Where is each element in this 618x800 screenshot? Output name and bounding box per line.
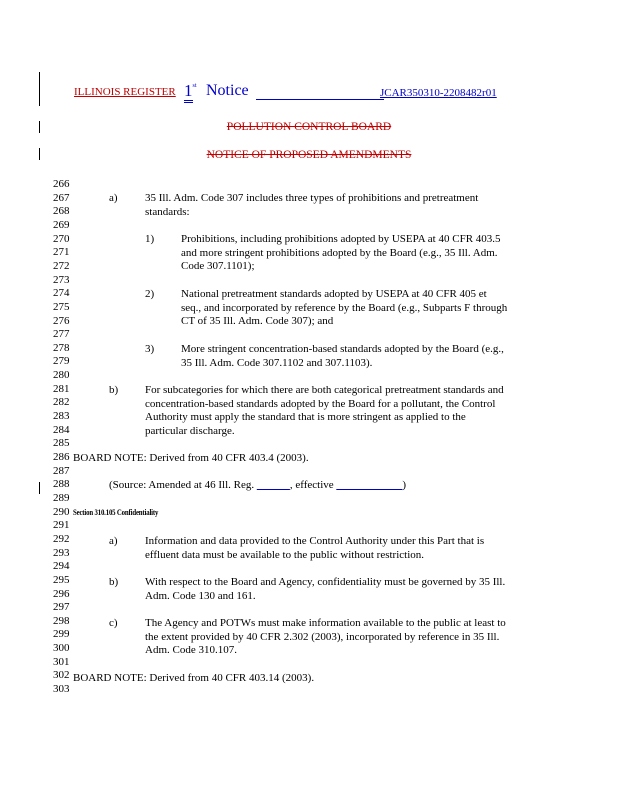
conf-b-line-2: Adm. Code 130 and 161. <box>145 589 256 602</box>
line-number: 301 <box>53 655 70 668</box>
line-number: 269 <box>53 218 70 231</box>
line-number: 270 <box>53 232 70 245</box>
line-number: 285 <box>53 437 70 450</box>
register-label: ILLINOIS REGISTER <box>74 86 176 98</box>
line-number: 297 <box>53 601 70 614</box>
item-a2-line-2: seq., and incorporated by reference by the Board (e.g., Subparts F through <box>181 301 508 314</box>
jcar-id: JCAR350310-2208482r01 <box>380 87 497 99</box>
line-number: 279 <box>53 355 70 368</box>
conf-a-line-2: effluent data must be available to the public without restriction. <box>145 548 424 561</box>
board-title: POLLUTION CONTROL BOARD <box>226 121 392 133</box>
line-number: 272 <box>53 259 70 272</box>
conf-a-label: a) <box>109 535 118 547</box>
notice-label: Notice <box>206 82 249 99</box>
item-b-line-1: For subcategories for which there are both categorical pretreatment standards and <box>145 384 504 396</box>
item-a-line-2: standards: <box>145 205 190 218</box>
line-number: 294 <box>53 560 70 573</box>
item-a3-line-1: More stringent concentration-based standards adopted by the Board (e.g., <box>181 343 504 355</box>
item-a-line-1: 35 Ill. Adm. Code 307 includes three types of prohibitions and pretreatment <box>145 192 479 204</box>
header-underline <box>256 99 384 100</box>
conf-c-label: c) <box>109 617 118 629</box>
line-number: 292 <box>53 532 70 545</box>
line-number: 298 <box>53 614 70 627</box>
line-number: 289 <box>53 491 70 504</box>
line-number: 276 <box>53 314 70 327</box>
item-a1-label: 1) <box>145 233 155 245</box>
line-number: 266 <box>53 178 70 190</box>
conf-b-line-1: With respect to the Board and Agency, confidentiality must be governed by 35 Ill. <box>145 576 506 588</box>
item-a3-line-2: 35 Ill. Adm. Code 307.1102 and 307.1103). <box>181 356 373 369</box>
item-a1-line-2: and more stringent prohibitions adopted by the Board (e.g., 35 Ill. Adm. <box>181 246 498 259</box>
page-header <box>74 82 534 108</box>
notice-title: NOTICE OF PROPOSED AMENDMENTS <box>206 149 412 161</box>
conf-b-label: b) <box>109 576 119 588</box>
change-bar-4 <box>39 482 40 494</box>
line-number: 283 <box>53 410 70 423</box>
line-number: 281 <box>53 382 70 395</box>
line-number: 275 <box>53 300 70 313</box>
line-number: 277 <box>53 328 70 341</box>
conf-c-line-1: The Agency and POTWs must make information available to the public at least to <box>145 617 506 629</box>
item-b-line-3: Authority must apply the standard that is more stringent as applied to the <box>145 411 466 423</box>
line-number: 273 <box>53 273 70 286</box>
line-number: 268 <box>53 205 70 218</box>
line-number: 299 <box>53 628 70 641</box>
item-b-line-4: particular discharge. <box>145 424 235 437</box>
line-number: 280 <box>53 369 70 382</box>
line-number: 267 <box>53 191 70 204</box>
line-number: 278 <box>53 341 70 354</box>
conf-a-line-1: Information and data provided to the Control Authority under this Part that is <box>145 535 485 547</box>
line-number: 282 <box>53 396 70 409</box>
line-number: 295 <box>53 573 70 586</box>
item-a-label: a) <box>109 192 118 204</box>
line-number: 300 <box>53 642 70 655</box>
source-note: (Source: Amended at 46 Ill. Reg. ______, effective ____________) <box>109 479 407 491</box>
item-a3-label: 3) <box>145 343 155 355</box>
conf-c-line-3: Adm. Code 310.107. <box>145 644 237 656</box>
item-a2-line-3: CT of 35 Ill. Adm. Code 307); and <box>181 315 334 327</box>
item-a2-line-1: National pretreatment standards adopted by USEPA at 40 CFR 405 et <box>181 288 487 300</box>
line-number: 287 <box>53 464 70 477</box>
line-number: 271 <box>53 246 70 259</box>
section-heading: Section 310.105 Confidentiality <box>73 508 159 517</box>
conf-c-line-2: the extent provided by 40 CFR 2.302 (2003), incorporated by reference in 35 Ill. <box>145 630 500 643</box>
line-number: 291 <box>53 519 70 532</box>
line-number: 303 <box>53 683 70 696</box>
change-bar-1 <box>39 72 40 106</box>
line-number: 296 <box>53 587 70 600</box>
line-number: 274 <box>53 287 70 300</box>
item-a2-label: 2) <box>145 288 155 300</box>
line-number: 286 <box>53 451 70 463</box>
board-note-2: BOARD NOTE: Derived from 40 CFR 403.14 (2003). <box>73 672 315 684</box>
first-notice-number: 1st <box>184 81 197 101</box>
line-number: 284 <box>53 423 70 436</box>
item-a1-line-1: Prohibitions, including prohibitions adopted by USEPA at 40 CFR 403.5 <box>181 233 501 245</box>
item-b-label: b) <box>109 384 119 396</box>
line-number: 288 <box>53 478 70 491</box>
line-number: 302 <box>53 669 70 682</box>
item-a1-line-3: Code 307.1101); <box>181 260 255 272</box>
board-note-1: BOARD NOTE: Derived from 40 CFR 403.4 (2003). <box>73 452 309 464</box>
item-b-line-2: concentration-based standards adopted by the Board for a pollutant, the Control <box>145 397 496 410</box>
line-number: 293 <box>53 546 70 559</box>
line-number: 290 <box>53 505 70 518</box>
